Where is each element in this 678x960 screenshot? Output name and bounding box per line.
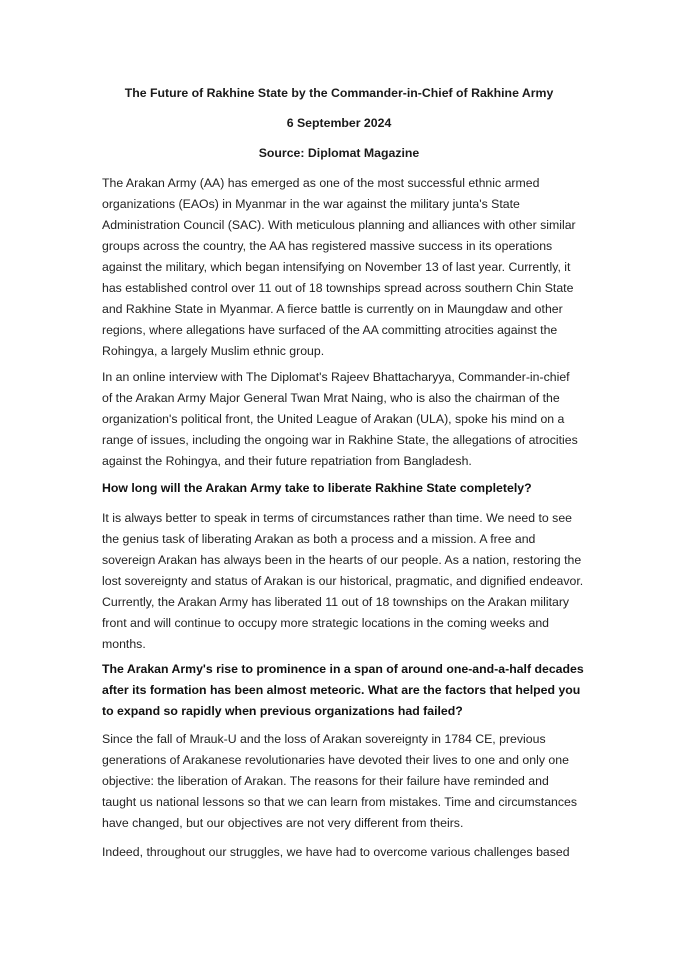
paragraph-line: range of issues, including the ongoing war in Rakhine State, the allegations of atrocities	[102, 433, 578, 447]
paragraph-line: against the military, which began intensifying on November 13 of last year. Currently, it	[102, 260, 571, 274]
question-line: The Arakan Army's rise to prominence in a span of around one-and-a-half decades	[102, 662, 584, 676]
paragraph-line: the genius task of liberating Arakan as both a process and a mission. A free and	[102, 532, 536, 546]
paragraph-line: organization's political front, the United League of Arakan (ULA), spoke his mind on a	[102, 412, 565, 426]
paragraph-line: regions, where allegations have surfaced of the AA committing atrocities against the	[102, 323, 558, 337]
document-source: Source: Diplomat Magazine	[258, 146, 420, 160]
paragraph-line: and Rakhine State in Myanmar. A fierce battle is currently on in Maungdaw and other	[102, 302, 563, 316]
paragraph-line: The Arakan Army (AA) has emerged as one of the most successful ethnic armed	[102, 176, 540, 190]
paragraph-line: taught us national lessons so that we can learn from mistakes. Time and circumstances	[102, 795, 578, 809]
paragraph-line: has established control over 11 out of 18 townships spread across southern Chin State	[102, 281, 574, 295]
paragraph-line: months.	[102, 637, 146, 651]
paragraph-line: Currently, the Arakan Army has liberated 11 out of 18 townships on the Arakan military	[102, 595, 570, 609]
paragraph-line: It is always better to speak in terms of circumstances rather than time. We need to see	[102, 511, 572, 525]
answer-2	[102, 729, 582, 834]
paragraph-line: against the Rohingya, and their future repatriation from Bangladesh.	[102, 454, 472, 468]
document-title: The Future of Rakhine State by the Commander-in-Chief of Rakhine Army	[124, 86, 554, 100]
paragraph-intro	[102, 173, 582, 362]
question-line: to expand so rapidly when previous organizations had failed?	[102, 704, 463, 718]
paragraph-line: Rohingya, a largely Muslim ethnic group.	[102, 344, 325, 358]
paragraph-line: Since the fall of Mrauk-U and the loss of Arakan sovereignty in 1784 CE, previous	[102, 732, 546, 746]
paragraph-line: objective: the liberation of Arakan. The reasons for their failure have reminded and	[102, 774, 549, 788]
paragraph-line: groups across the country, the AA has registered massive success in its operations	[102, 239, 553, 253]
paragraph-line: lost sovereignty and status of Arakan is our historical, pragmatic, and dignified endeavor.	[102, 574, 584, 588]
paragraph-line: have changed, but our objectives are not very different from theirs.	[102, 816, 464, 830]
paragraph-interview-context	[102, 367, 582, 472]
paragraph-line: front and will continue to occupy more strategic locations in the coming weeks and	[102, 616, 550, 630]
paragraph-line: generations of Arakanese revolutionaries have devoted their lives to one and only one	[102, 753, 569, 767]
answer-1	[102, 508, 582, 655]
paragraph-line: sovereign Arakan has always been in the hearts of our people. As a nation, restoring the	[102, 553, 582, 567]
question-1	[102, 478, 582, 499]
question-line: after its formation has been almost meteoric. What are the factors that helped you	[102, 683, 581, 697]
paragraph-line: In an online interview with The Diplomat's Rajeev Bhattacharyya, Commander-in-chief	[102, 370, 570, 384]
question-line: How long will the Arakan Army take to liberate Rakhine State completely?	[102, 481, 532, 495]
paragraph-continuation	[102, 842, 582, 863]
paragraph-line: Indeed, throughout our struggles, we have had to overcome various challenges based	[102, 845, 570, 859]
paragraph-line: of the Arakan Army Major General Twan Mrat Naing, who is also the chairman of the	[102, 391, 560, 405]
question-2	[102, 659, 582, 722]
document-date: 6 September 2024	[286, 116, 392, 130]
paragraph-line: organizations (EAOs) in Myanmar in the war against the military junta's State	[102, 197, 520, 211]
paragraph-line: Administration Council (SAC). With meticulous planning and alliances with other similar	[102, 218, 576, 232]
